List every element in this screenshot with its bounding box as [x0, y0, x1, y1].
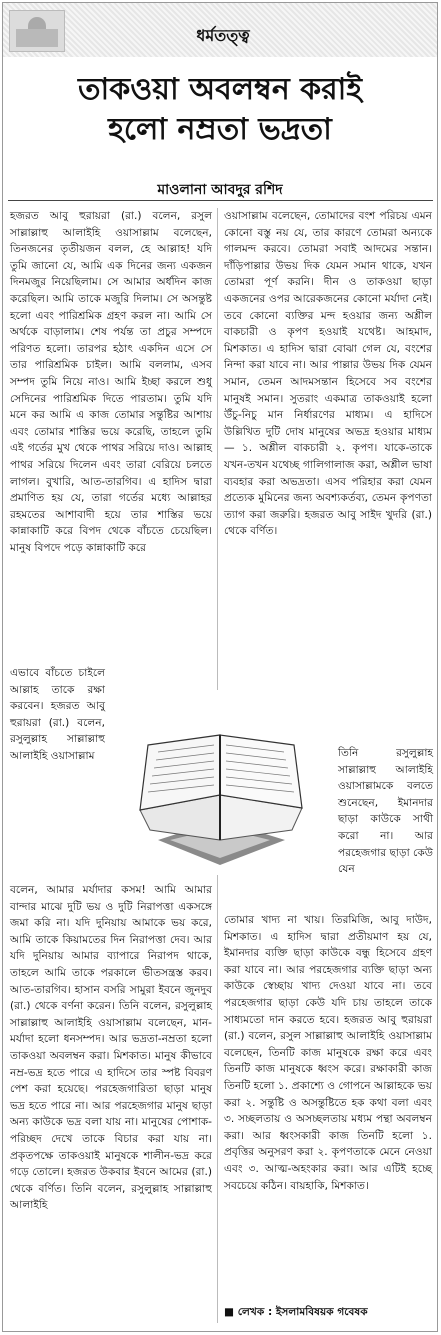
body-column-left: [10, 208, 212, 663]
author-credit: ■ লেখক : ইসলামবিষয়ক গবেষক: [224, 1306, 368, 1318]
headline: [10, 70, 430, 150]
body-column-right: [224, 208, 432, 743]
paragraph: তিনি রসুলুল্লাহ সাল্লাল্লাহু আলাইহি ওয়াসাল্লামকে বলতে শুনেছেন, ইমানদার ছাড়া কাউকে সাথী করো না। আর পরহেজগার ছাড়া কেউ যেন: [338, 747, 433, 876]
quran-stand-image: [110, 690, 332, 875]
body-column-left-lower: [10, 882, 212, 1327]
paragraph: এভাবে বাঁচতে চাইলে আল্লাহ তাকে রক্ষা করবেন। হজরত আবু হুরায়রা (রা.) বলেন, রসুলুল্লাহ সাল্লাল্লাহু আলাইহি ওয়াসাল্লাম: [10, 667, 105, 762]
paragraph: তোমার খাদ্য না খায়। তিরমিজি, আবু দাউদ, মিশকাত। এ হাদিস দ্বারা প্রতীয়মাণ হয় যে, ইমানদার ব্যক্তি ছাড়া কাউকে বন্ধু হিসেবে গ্রহণ করা যাবে না। আর পরহেজগার ব্যক্তি ছাড়া অন্য কাউকে স্বেচ্ছায় খাদ্য দেওয়া যাবে না। তবে পরহেজগার ছাড়া কেউ যদি চায় তাহলে তাকে সাধ্যমতো দান করতে হবে। হজরত আবু হুরায়রা (রা.) বলেন, রসুল সাল্লাল্লাহু আলাইহি ওয়াসাল্লাম বলেছেন, তিনটি কাজ মানুষকে রক্ষা করে এবং তিনটি কাজ মানুষকে ধ্বংস করে। রক্ষাকারী কাজ তিনটি হলো ১. প্রকাশ্যে ও গোপনে আল্লাহকে ভয় করা ২. সন্তুষ্টি ও অসন্তুষ্টিতে হক কথা বলা এবং ৩. সচ্ছলতায় ও অসচ্ছলতায় মধ্যম পন্থা অবলম্বন করা। আর ধ্বংসকারী কাজ তিনটি হলো ১. প্রবৃত্তির অনুসরণ করা ২. কৃপণতাকে মেনে নেওয়া এবং ৩. আত্ম-অহংকার করা। আর এটিই হচ্ছে সবচেয়ে কঠিন। বায়হাকি, মিশকাত।: [224, 914, 432, 1192]
headline-rule: [8, 200, 433, 201]
paragraph: ওয়াসাল্লাম বলেছেন, তোমাদের বংশ পরিচয় এমন কোনো বস্তু নয় যে, তার কারণে তোমরা অন্যকে গালমন্দ করবে। তোমরা সবাই আদমের সন্তান। দাঁড়িপাল্লার উভয় দিক যেমন সমান থাকে, যখন তোমরা পূর্ণ করনি। দীন ও তাকওয়া ছাড়া একজনের ওপর আরেকজনের কোনো মর্যাদা নেই। তবে কোনো ব্যক্তির মন্দ হওয়ার জন্য অশ্লীল বাকচারী ও কৃপণ হওয়াই যথেষ্ট। আহমাদ, মিশকাত। এ হাদিস দ্বারা বোঝা গেল যে, বংশের নিন্দা করা যাবে না। আর পাল্লার উভয় দিক যেমন সমান, তেমন আদমসন্তান হিসেবে সব বংশের মানুষই সমান। সুতরাং একমাত্র তাকওয়াই হলো উঁচু-নিচু মান নির্ধারণের মাধ্যম। এ হাদিসে উল্লিখিত দুটি দোষ মানুষের অভদ্র হওয়ার মাধ্যম— ১. অশ্লীল বাকচারী ২. কৃপণ। যাকে-তাকে যখন-তখন যথেচ্ছ গালিগালাজ করা, অশ্লীল ভাষা ব্যবহার করা অভদ্রতা। এসব পরিহার করা যেমন প্রত্যেক মুমিনের জন্য অবশ্যকর্তব্য, তেমন কৃপণতা ত্যাগ করা জরুরি। হজরত আবু সাইদ খুদরি (রা.) থেকে বর্ণিত।: [224, 210, 432, 538]
author-byline: মাওলানা আবদুর রশিদ: [157, 182, 283, 198]
headline-line-1: তাকওয়া অবলম্বন করাই: [78, 72, 362, 107]
section-header: [3, 3, 437, 57]
body-wrap-right: [338, 745, 433, 910]
paragraph: বলেন, আমার মর্যাদার কসম! আমি আমার বান্দার মাঝে দুটি ভয় ও দুটি নিরাপত্তা একসঙ্গে জমা করি না। যদি দুনিয়ায় আমাকে ভয় করে, আমি তাকে কিয়ামতের দিন নিরাপত্তা দেব। আর যদি দুনিয়ায় আমার ব্যাপারে নিরাপদ থাকে, তাহলে আমি তাকে পরকালে ভীতসন্ত্রস্ত করব। আত-তারগিব। হাসান বসরি সামুরা ইবনে জুনদুব (রা.) থেকে বর্ণনা করেন। তিনি বলেন, রসুলুল্লাহ সাল্লাল্লাহু আলাইহি ওয়াসাল্লাম বলেছেন, মান-মর্যাদা হলো ধনসম্পদ। আর ভদ্রতা-নম্রতা হলো তাকওয়া অবলম্বন করা। মিশকাত। মানুষ কীভাবে নম্র-ভদ্র হতে পারে এ হাদিসে তার স্পষ্ট বিবরণ পেশ করা হয়েছে। পরহেজগারিতা ছাড়া মানুষ ভদ্র হতে পারে না। আর পরহেজগার মানুষ ছাড়া অন্য কাউকে ভদ্র বলা যায় না। মানুষের পোশাক-পরিচ্ছদ দেখে তাকে বিচার করা যায় না। প্রকৃতপক্ষে তাকওয়াই মানুষকে শালীন-ভদ্র করে গড়ে তোলে। হজরত উকবার ইবনে আমের (রা.) থেকে বর্ণিত। তিনি বলেন, রসুলুল্লাহ সাল্লাল্লাহু আলাইহি: [10, 884, 212, 1212]
headline-line-2: হলো নম্রতা ভদ্রতা: [108, 112, 332, 147]
paragraph: হজরত আবু হুরায়রা (রা.) বলেন, রসুল সাল্লাল্লাহু আলাইহি ওয়াসাল্লাম বলেছেন, তিনজনের তৃতীয়জন বলল, হে আল্লাহ! যদি তুমি জানো যে, আমি এক দিনের জন্য একজন দিনমজুর নিয়েছিলাম। সে আমার অর্ধদিন কাজ করেছিল। আমি তাকে মজুরি দিলাম। সে অসন্তুষ্ট হলো এবং পারিশ্রমিক গ্রহণ করল না। আমি সে অর্থকে বাড়ালাম। শেষ পর্যন্ত তা প্রচুর সম্পদে পরিণত হলো। তারপর হঠাৎ একদিন এসে সে তার পারিশ্রমিক চাইল। আমি বললাম, এসব সম্পদ তুমি নিয়ে নাও। আমি ইচ্ছা করলে শুধু সেদিনের পারিশ্রমিক দিতে পারতাম। তুমি যদি মনে কর আমি এ কাজ তোমার সন্তুষ্টির আশায় এবং তোমার শাস্তির ভয়ে করেছি, তাহলে তুমি এই গর্তের মুখ থেকে পাথর সরিয়ে দাও। আল্লাহ পাথর সরিয়ে দিলেন এবং তারা বেরিয়ে চলতে লাগল। বুখারি, আত-তারগিব। এ হাদিস দ্বারা প্রমাণিত হয় যে, তারা গর্তের মধ্যে আল্লাহর রহমতের আশাবাদী হয়ে তার শাস্তির ভয়ে কান্নাকাটি করে বিপদ থেকে বাঁচতে চেয়েছিল। মানুষ বিপদে পড়ে কান্নাকাটি করে: [10, 210, 212, 554]
body-column-right-lower: [224, 912, 432, 1302]
body-wrap-left: [10, 665, 105, 880]
mosque-logo: [9, 10, 65, 52]
section-label: ধর্মতত্ত্ব: [196, 26, 250, 45]
